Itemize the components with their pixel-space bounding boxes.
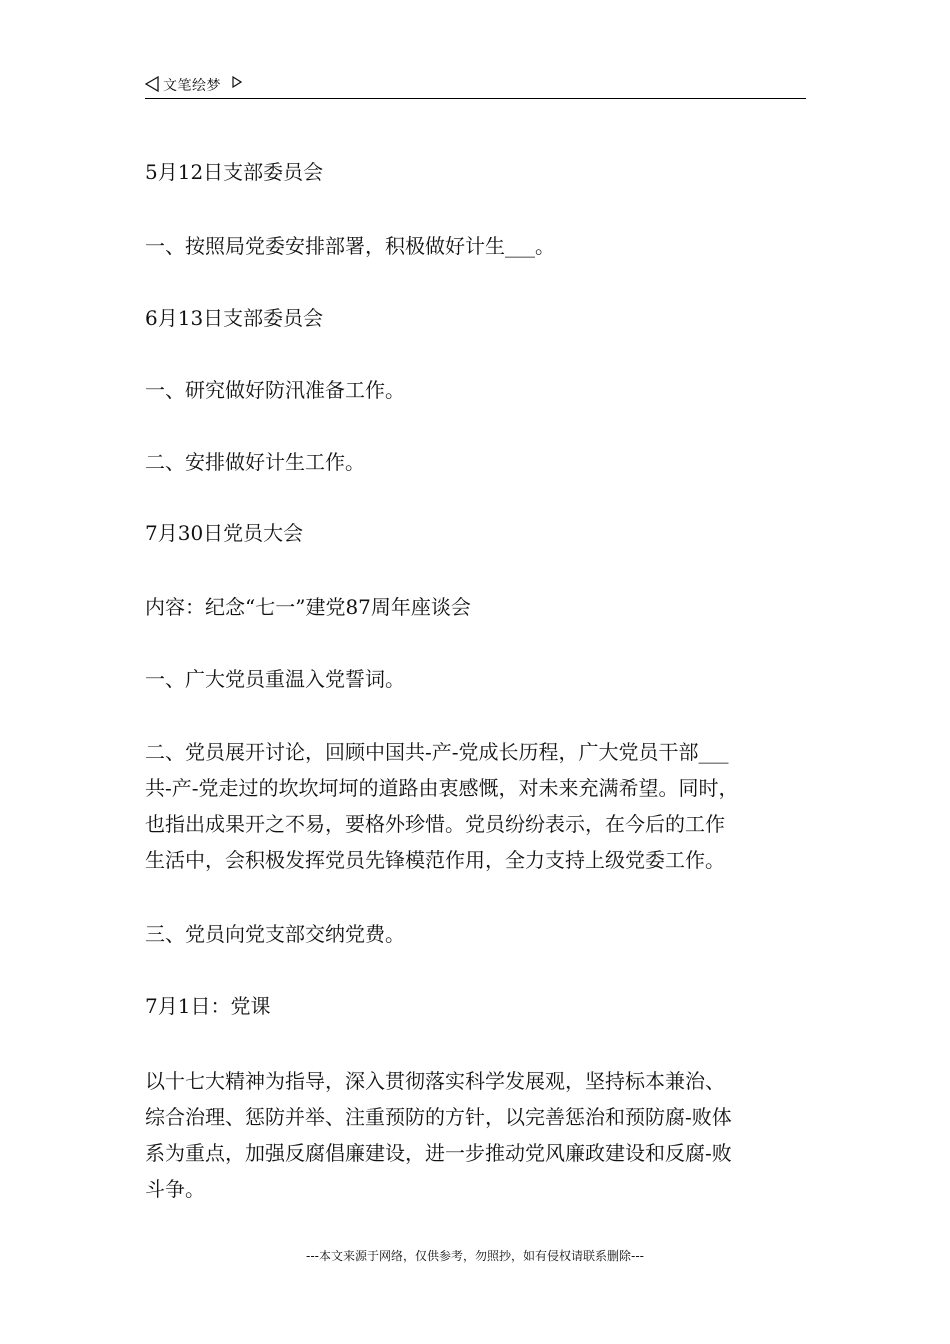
item-line: 一、按照局党委安排部署，积极做好计生___。 [145,234,555,258]
triangle-left-icon [145,76,159,92]
paragraph-line: 斗争。 [145,1177,205,1201]
page-header [145,72,806,99]
item-line: 二、安排做好计生工作。 [145,450,365,474]
footer-notice: ---本文来源于网络，仅供参考，勿照抄，如有侵权请联系删除--- [306,1249,644,1263]
meeting-heading-june: 6月13日支部委员会 [145,306,324,330]
triangle-right-icon [232,76,242,88]
content-line: 内容：纪念“七一”建党87周年座谈会 [145,595,471,619]
meeting-heading-may: 5月12日支部委员会 [145,160,324,184]
paragraph-line: 也指出成果开之不易，要格外珍惜。党员纷纷表示，在今后的工作 [145,812,725,836]
item-line: 一、广大党员重温入党誓词。 [145,667,405,691]
item-line: 一、研究做好防汛准备工作。 [145,378,405,402]
party-lecture-heading: 7月1日：党课 [145,994,271,1018]
meeting-heading-july: 7月30日党员大会 [145,521,304,545]
paragraph-line: 系为重点，加强反腐倡廉建设，进一步推动党风廉政建设和反腐-败 [145,1141,732,1165]
paragraph-line: 生活中，会积极发挥党员先锋模范作用，全力支持上级党委工作。 [145,848,725,872]
paragraph-line: 综合治理、惩防并举、注重预防的方针，以完善惩治和预防腐-败体 [145,1105,732,1129]
paragraph-line: 共-产-党走过的坎坎坷坷的道路由衷感慨，对未来充满希望。同时， [145,776,739,800]
header-brand: 文笔绘梦 [163,78,221,94]
paragraph-line: 以十七大精神为指导，深入贯彻落实科学发展观，坚持标本兼治、 [145,1069,725,1093]
item-line: 三、党员向党支部交纳党费。 [145,922,405,946]
lecture-paragraph [145,1063,810,1207]
paragraph-line: 二、党员展开讨论，回顾中国共-产-党成长历程，广大党员干部___ [145,740,729,764]
discussion-paragraph [145,734,810,878]
